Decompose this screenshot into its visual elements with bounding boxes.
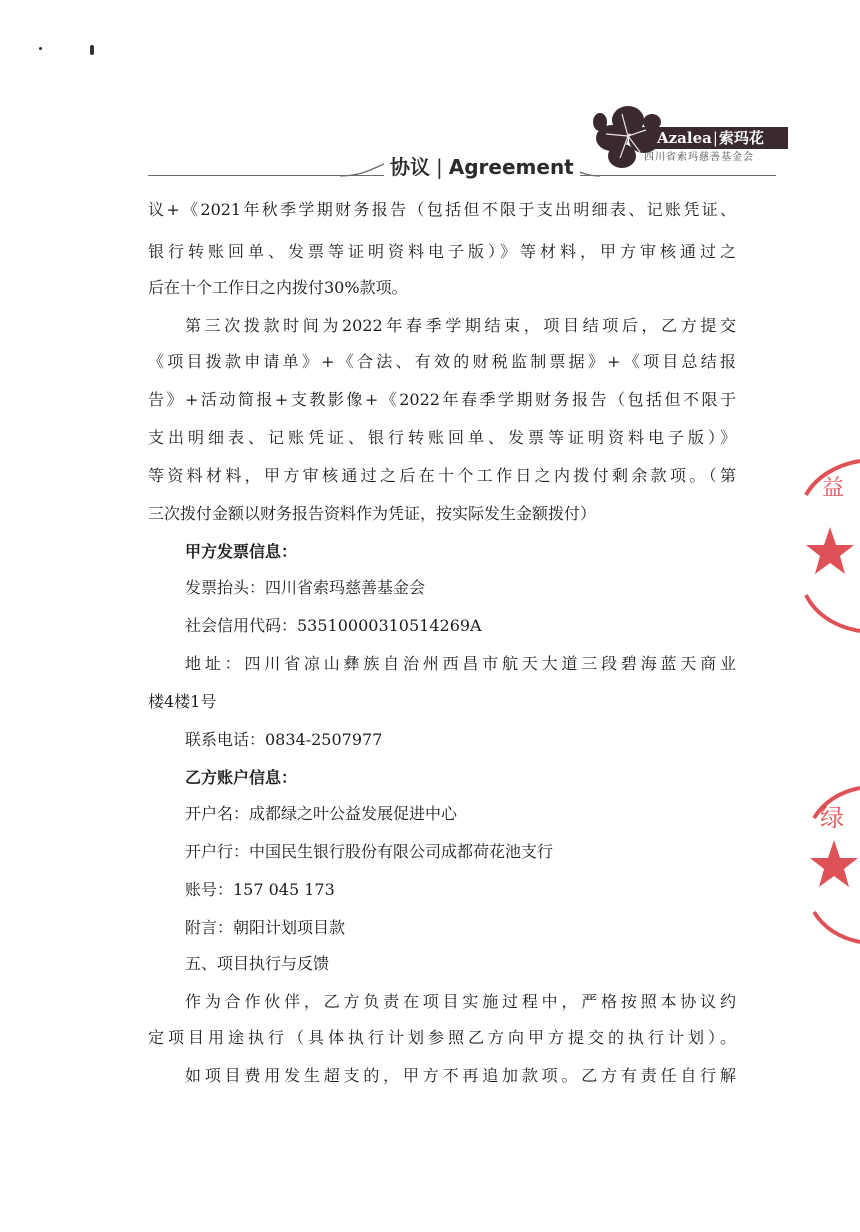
section-heading-party-b-account: 乙方账户信息： bbox=[185, 768, 298, 787]
header-title-cn: 协议 bbox=[390, 155, 430, 179]
header-title-separator: | bbox=[436, 155, 443, 179]
body-line: 等资料材料，甲方审核通过之后在十个工作日之内拨付剩余款项。（第 bbox=[148, 466, 736, 485]
body-line: 《项目拨款申请单》+《合法、有效的财税监制票据》+《项目总结报 bbox=[148, 352, 736, 371]
logo-brand-cn: 索玛花 bbox=[718, 129, 764, 147]
scan-speck bbox=[39, 47, 42, 50]
body-line: 定项目用途执行（具体执行计划参照乙方向甲方提交的执行计划）。 bbox=[148, 1028, 736, 1047]
logo-brand-en: Azalea bbox=[657, 129, 712, 147]
body-line: 如项目费用发生超支的，甲方不再追加款项。乙方有责任自行解 bbox=[185, 1066, 736, 1085]
address-line: 地址：四川省凉山彝族自治州西昌市航天大道三段碧海蓝天商业 bbox=[185, 654, 736, 673]
seal-fragment-text-top: 益 bbox=[822, 476, 845, 501]
invoice-title: 发票抬头：四川省索玛慈善基金会 bbox=[185, 578, 426, 597]
section-heading-party-a-invoice: 甲方发票信息： bbox=[185, 542, 298, 561]
logo-org-name: 四川省索玛慈善基金会 bbox=[644, 152, 754, 163]
logo-brand-separator: | bbox=[712, 129, 718, 147]
account-number: 账号：157 045 173 bbox=[185, 880, 335, 899]
header-title bbox=[384, 152, 580, 182]
body-line: 三次拨付金额以财务报告资料作为凭证，按实际发生金额拨付） bbox=[148, 504, 597, 523]
phone-number: 联系电话：0834-2507977 bbox=[185, 730, 383, 749]
partial-seal-top bbox=[796, 455, 860, 645]
address-line: 楼4楼1号 bbox=[148, 692, 217, 711]
header-title-en: Agreement bbox=[448, 155, 574, 179]
bank-name: 开户行：中国民生银行股份有限公司成都荷花池支行 bbox=[185, 842, 554, 861]
red-seal-stamp-icon bbox=[800, 782, 860, 952]
body-line: 后在十个工作日之内拨付30%款项。 bbox=[148, 278, 408, 297]
body-line: 议+《2021年秋季学期财务报告（包括但不限于支出明细表、记账凭证、 bbox=[148, 200, 736, 219]
scan-speck bbox=[90, 45, 94, 55]
red-seal-stamp-icon bbox=[796, 455, 860, 645]
logo-wordmark bbox=[657, 127, 764, 149]
body-line: 支出明细表、记账凭证、银行转账回单、发票等证明资料电子版）》 bbox=[148, 428, 736, 447]
body-line: 作为合作伙伴，乙方负责在项目实施过程中，严格按照本协议约 bbox=[185, 992, 736, 1011]
credit-code: 社会信用代码：53510000310514269A bbox=[185, 616, 482, 635]
seal-fragment-text-bottom: 绿 bbox=[820, 804, 844, 832]
body-line: 银行转账回单、发票等证明资料电子版）》等材料，甲方审核通过之 bbox=[148, 242, 736, 261]
partial-seal-bottom bbox=[800, 782, 860, 952]
section-heading-execution: 五、项目执行与反馈 bbox=[185, 954, 330, 973]
account-name: 开户名：成都绿之叶公益发展促进中心 bbox=[185, 804, 458, 823]
body-line: 第三次拨款时间为2022年春季学期结束，项目结项后，乙方提交 bbox=[185, 316, 736, 335]
payment-memo: 附言：朝阳计划项目款 bbox=[185, 918, 346, 937]
body-line: 告》+活动简报+支教影像+《2022年春季学期财务报告（包括但不限于 bbox=[148, 390, 736, 409]
